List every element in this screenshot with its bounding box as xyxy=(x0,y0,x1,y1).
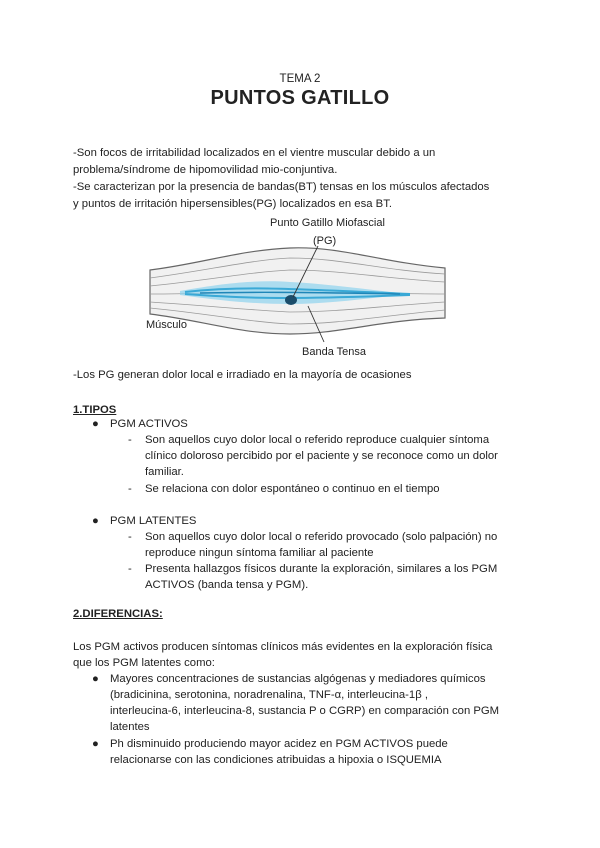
section-heading-tipos: 1.TIPOS xyxy=(73,404,117,416)
dash-icon: - xyxy=(128,434,132,446)
list-item-pgm-latentes: PGM LATENTES xyxy=(110,515,197,527)
dash-icon: - xyxy=(128,483,132,495)
bullet-icon: ● xyxy=(92,738,99,750)
list-item-line: Ph disminuido produciendo mayor acidez en PGM ACTIVOS puede xyxy=(110,738,448,750)
sublist-line: Son aquellos cuyo dolor local o referido provocado (solo palpación) no xyxy=(145,531,498,543)
intro-line: y puntos de irritación hipersensibles(PG) localizados en esa BT. xyxy=(73,198,392,210)
dash-icon: - xyxy=(128,531,132,543)
dash-icon: - xyxy=(128,563,132,575)
paragraph-line: que los PGM latentes como: xyxy=(73,657,215,669)
sublist-line: reproduce ningun síntoma familiar al paciente xyxy=(145,547,374,559)
figure-label-trigger-point: Punto Gatillo Miofascial xyxy=(270,217,385,229)
figure-label-muscle: Músculo xyxy=(146,319,187,331)
list-item-line: relacionarse con las condiciones atribuidas a hipoxia o ISQUEMIA xyxy=(110,754,442,766)
muscle-trigger-point-figure xyxy=(140,212,455,364)
intro-line: -Se caracterizan por la presencia de bandas(BT) tensas en los músculos afectados xyxy=(73,181,490,193)
list-item-line: interleucina-6, interleucina-8, sustancia P o CGRP) en comparación con PGM xyxy=(110,705,500,717)
intro-line: -Son focos de irritabilidad localizados en el vientre muscular debido a un xyxy=(73,147,436,159)
bullet-icon: ● xyxy=(92,673,99,685)
list-item-line: Mayores concentraciones de sustancias algógenas y mediadores químicos xyxy=(110,673,486,685)
figure-label-pg: (PG) xyxy=(313,235,337,247)
topic-number: TEMA 2 xyxy=(279,73,321,85)
figure-label-taut-band: Banda Tensa xyxy=(302,346,367,358)
page-title: PUNTOS GATILLO xyxy=(210,87,390,109)
figure-caption-line: -Los PG generan dolor local e irradiado en la mayoría de ocasiones xyxy=(73,369,412,381)
trigger-point-nodule xyxy=(285,295,297,305)
list-item-line: latentes xyxy=(110,721,150,733)
sublist-line: Se relaciona con dolor espontáneo o continuo en el tiempo xyxy=(145,483,440,495)
section-heading-diferencias: 2.DIFERENCIAS: xyxy=(73,608,163,620)
bullet-icon: ● xyxy=(92,515,99,527)
list-item-pgm-activos: PGM ACTIVOS xyxy=(110,418,188,430)
sublist-line: ACTIVOS (banda tensa y PGM). xyxy=(145,579,309,591)
list-item-line: (bradicinina, serotonina, noradrenalina, TNF-α, interleucina-1β , xyxy=(110,689,428,701)
sublist-line: Son aquellos cuyo dolor local o referido reproduce cualquier síntoma xyxy=(145,434,490,446)
bullet-icon: ● xyxy=(92,418,99,430)
intro-line: problema/síndrome de hipomovilidad mio-conjuntiva. xyxy=(73,164,338,176)
paragraph-line: Los PGM activos producen síntomas clínicos más evidentes en la exploración física xyxy=(73,641,493,653)
sublist-line: familiar. xyxy=(145,466,184,478)
sublist-line: clínico doloroso percibido por el paciente y se reconoce como un dolor xyxy=(145,450,498,462)
sublist-line: Presenta hallazgos físicos durante la exploración, similares a los PGM xyxy=(145,563,498,575)
